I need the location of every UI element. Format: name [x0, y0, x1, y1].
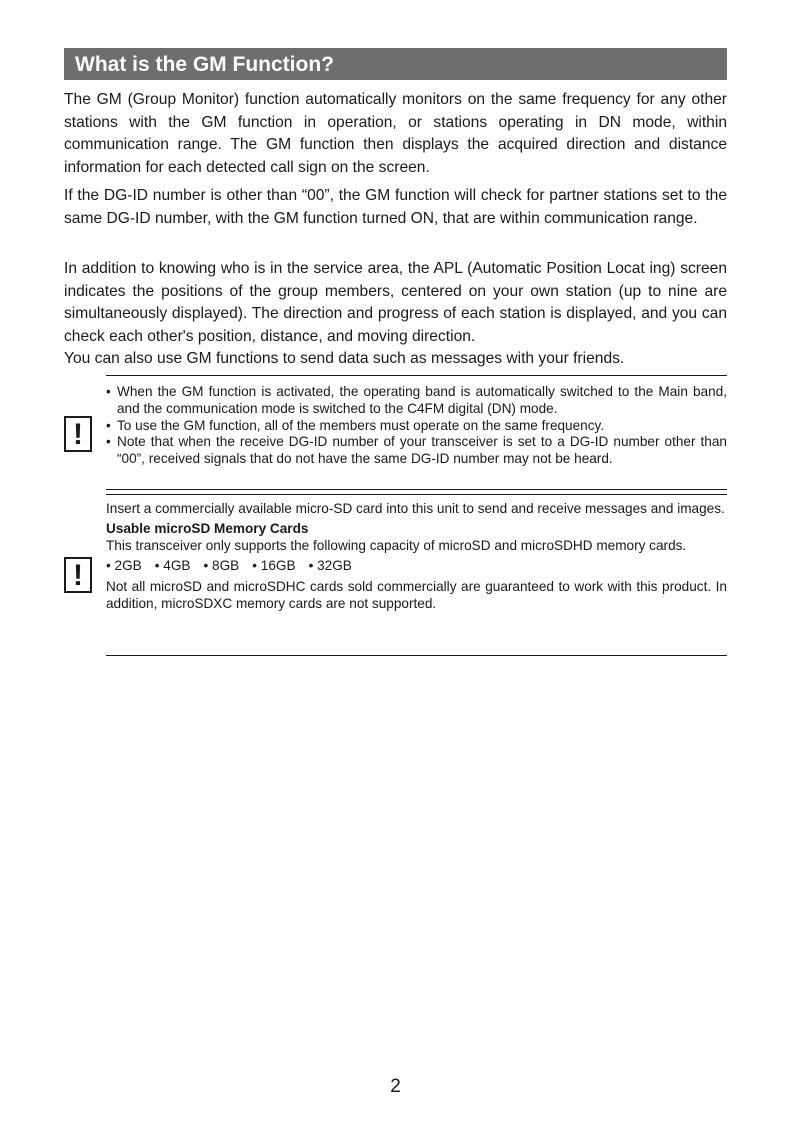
- capacity-item: • 8GB: [204, 558, 240, 575]
- capacity-item: • 16GB: [252, 558, 295, 575]
- page-number: 2: [390, 1076, 401, 1097]
- gm-caution-note: [106, 375, 727, 468]
- microsd-caution-note: [106, 501, 727, 613]
- paragraph-dg-id: If the DG-ID number is other than “00”, the GM function will check for partner stations set to the same DG-ID number, with the GM function turned ON, that are within communication range.: [64, 187, 727, 227]
- microsd-subhead: Usable microSD Memory Cards: [106, 520, 309, 536]
- capacity-item: • 4GB: [155, 558, 191, 575]
- paragraph-gm-overview: The GM (Group Monitor) function automatically monitors on the same frequency for any other stations with the GM function in operation, or stations operating in DN mode, within communication range. The GM function then displays the acquired direction and distance information for each detected call sign on the screen.: [64, 91, 727, 176]
- note-divider: [106, 489, 727, 495]
- microsd-support-text: This transceiver only supports the following capacity of microSD and microSDHD memory cards.: [106, 537, 687, 553]
- microsd-disclaimer: Not all microSD and microSDHC cards sold commercially are guaranteed to work with this product. In addition, microSDXC memory cards are not supported.: [106, 579, 727, 611]
- capacity-list: [106, 558, 727, 575]
- caution-icon: !: [64, 557, 92, 593]
- section-heading: [64, 48, 727, 80]
- list-item: • To use the GM function, all of the members must operate on the same frequency.: [106, 418, 727, 435]
- microsd-intro: Insert a commercially available micro-SD card into this unit to send and receive messages and images.: [106, 501, 725, 516]
- list-item: • Note that when the receive DG-ID number of your transceiver is set to a DG-ID number other than “00”, received signals that do not have the same DG-ID number may not be heard.: [106, 434, 727, 468]
- section-title: What is the GM Function?: [75, 53, 334, 76]
- caution-icon: !: [64, 416, 92, 452]
- paragraph-apl-screen: In addition to knowing who is in the service area, the APL (Automatic Position Locat ing) screen indicates the positions of the group members, centered on your own station (up to nine are simultaneously displayed). The direction and progress of each station is displayed, and you can check each other's position, distance, and moving direction.: [64, 260, 727, 345]
- note-bottom-divider: [106, 655, 727, 656]
- paragraph-messages: You can also use GM functions to send data such as messages with your friends.: [64, 350, 625, 367]
- list-item: • When the GM function is activated, the operating band is automatically switched to the Main band, and the communication mode is switched to the C4FM digital (DN) mode.: [106, 384, 727, 418]
- capacity-item: • 2GB: [106, 558, 142, 575]
- capacity-item: • 32GB: [309, 558, 352, 575]
- gm-caution-list: [106, 384, 727, 468]
